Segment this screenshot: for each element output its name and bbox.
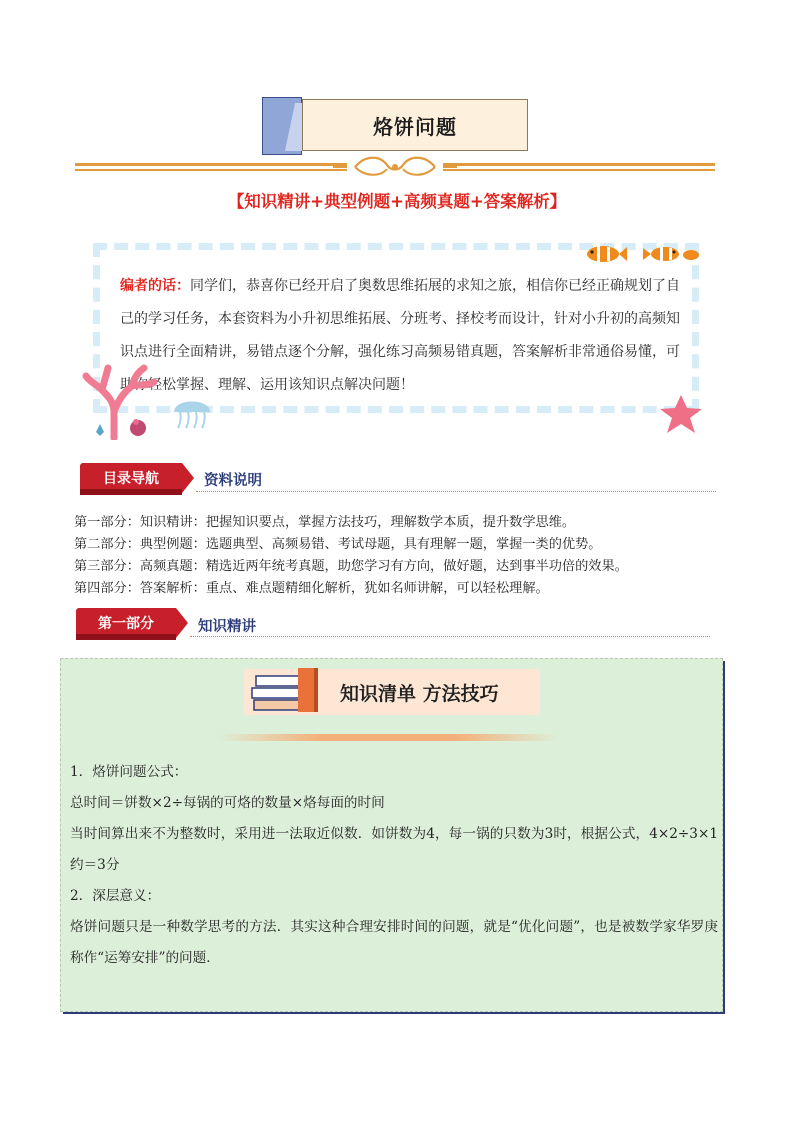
knowledge-header-stripe — [218, 734, 558, 741]
section-one-tag-arrow — [176, 608, 188, 638]
jellyfish-icon — [170, 392, 218, 430]
knowledge-content — [70, 757, 718, 974]
knowledge-line: 1．烙饼问题公式： — [70, 764, 188, 780]
section-one-tag: 第一部分 — [76, 608, 176, 638]
section-nav-divider — [196, 491, 716, 492]
section-one-tag-shadow — [76, 634, 176, 640]
starfish-icon — [656, 393, 706, 435]
section-nav-title: 资料说明 — [204, 473, 262, 489]
description-line: 第四部分：答案解析：重点、难点题精细化解析，犹如名师讲解，可以轻松理解。 — [74, 581, 549, 596]
title-banner — [262, 97, 528, 155]
knowledge-line: 烙饼问题只是一种数学思考的方法．其实这种合理安排时间的问题，就是“优化问题”，也是被数学家华罗庚称作“运筹安排”的问题． — [70, 919, 718, 966]
editor-note-label: 编者的话： — [120, 278, 190, 294]
description-list — [74, 512, 734, 600]
description-line: 第三部分：高频真题：精选近两年统考真题，助您学习有方向，做好题，达到事半功倍的效果。 — [74, 559, 628, 574]
description-line: 第一部分：知识精讲：把握知识要点，掌握方法技巧，理解数学本质，提升数学思维。 — [74, 515, 576, 530]
editor-note-text: 同学们，恭喜你已经开启了奥数思维拓展的求知之旅，相信你已经正确规划了自己的学习任务，本套资料为小升初思维拓展、分班考、择校考而设计，针对小升初的高频知识点进行全面精讲，易错点逐个分解，强化练习高频易错真题，答案解析非常通俗易懂，可助你轻松掌握、理解、运用该知识点解决问题！ — [120, 278, 680, 393]
knowledge-line: 总时间＝饼数×2÷每锅的可烙的数量×烙每面的时间 — [70, 795, 385, 811]
clownfish-icon — [583, 241, 703, 267]
section-one-title: 知识精讲 — [198, 619, 256, 635]
editor-note — [120, 270, 680, 402]
section-nav-tag-shadow — [80, 489, 182, 495]
description-line: 第二部分：典型例题：选题典型、高频易错、考试母题，具有理解一题，掌握一类的优势。 — [74, 537, 602, 552]
page-subtitle: 【知识精讲+典型例题+高频真题+答案解析】 — [227, 192, 567, 211]
knowledge-line: 2．深层意义： — [70, 888, 161, 904]
coral-icon — [78, 362, 158, 440]
section-one-divider — [190, 636, 710, 637]
section-nav-tag-arrow — [182, 463, 194, 493]
books-icon — [248, 664, 324, 714]
ornament-scroll-icon — [325, 153, 465, 181]
knowledge-line: 当时间算出来不为整数时，采用进一法取近似数．如饼数为4，每一锅的只数为3时，根据公式，4×2÷3×1约＝3分 — [70, 826, 718, 873]
section-nav-tag: 目录导航 — [80, 463, 182, 493]
knowledge-header: 知识清单 方法技巧 — [340, 683, 499, 705]
page-title: 烙饼问题 — [302, 99, 528, 151]
